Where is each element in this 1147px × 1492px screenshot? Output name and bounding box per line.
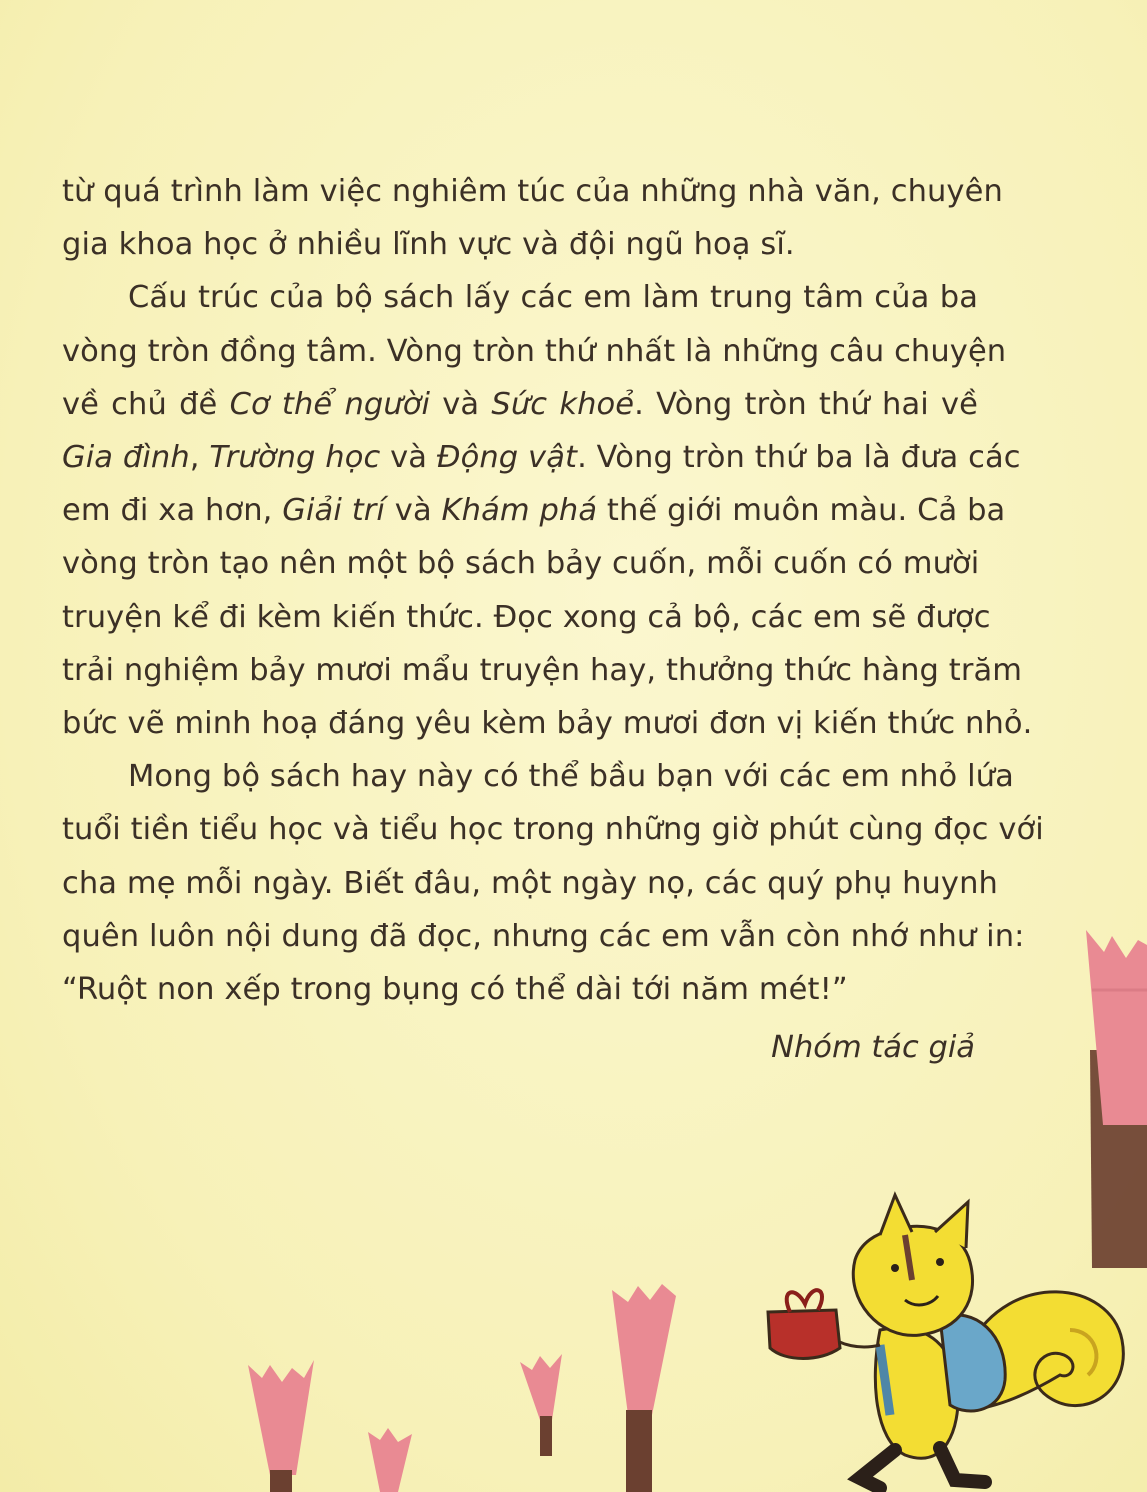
italic-term: Động vật — [436, 440, 578, 475]
cherry-blossom-tree-icon — [368, 1428, 412, 1492]
text-run: . Vòng tròn thứ ba là đưa các — [577, 440, 1021, 475]
text-line — [128, 271, 978, 324]
text-run: và — [380, 440, 437, 475]
text-run: Mong bộ sách hay này có thể bầu bạn với các em nhỏ lứa — [128, 759, 1014, 795]
text-run: tuổi tiền tiểu học và tiểu học trong những giờ phút cùng đọc với — [62, 812, 1044, 848]
text-run: gia khoa học ở nhiều lĩnh vực và đội ngũ hoạ sĩ. — [62, 227, 795, 263]
text-line — [62, 963, 978, 1016]
italic-term: Gia đình — [62, 440, 190, 475]
text-run: và — [385, 493, 442, 529]
text-line — [62, 165, 1003, 218]
text-line — [62, 591, 991, 644]
text-line — [62, 218, 978, 271]
text-run: Cấu trúc của bộ sách lấy các em làm trung tâm của ba — [128, 280, 978, 316]
text-run: trải nghiệm bảy mươi mẩu truyện hay, thưởng thức hàng trăm — [62, 652, 1023, 688]
text-run: vòng tròn đồng tâm. Vòng tròn thứ nhất là những câu chuyện — [62, 333, 1007, 369]
text-run: thế giới muôn màu. Cả ba — [597, 493, 1006, 529]
text-run: về chủ đề — [62, 386, 230, 422]
squirrel-icon — [768, 1195, 1123, 1488]
text-run: từ quá trình làm việc nghiêm túc của những nhà văn, chuyên — [62, 174, 1003, 209]
text-line — [62, 644, 1023, 697]
text-run: , — [189, 440, 210, 475]
text-run: . Vòng tròn thứ hai về — [634, 386, 979, 422]
italic-term: Giải trí — [282, 493, 385, 529]
text-run: và — [430, 386, 492, 422]
text-run: “Ruột non xếp trong bụng có thể dài tới năm mét!” — [62, 972, 848, 1007]
text-line — [62, 325, 1007, 378]
text-line — [62, 697, 1033, 750]
text-line — [62, 537, 978, 590]
text-line — [128, 750, 1014, 803]
text-run: vòng tròn tạo nên một bộ sách bảy cuốn, mỗi cuốn có mười — [62, 546, 980, 582]
text-line — [62, 910, 1025, 963]
italic-term: Khám phá — [441, 493, 598, 529]
cherry-blossom-tree-icon — [248, 1360, 314, 1492]
italic-term: Sức khoẻ — [491, 386, 635, 422]
italic-term: Cơ thể người — [229, 386, 431, 422]
cherry-blossom-tree-icon — [612, 1284, 676, 1492]
backpack-icon — [880, 1315, 1005, 1415]
cherry-blossom-tree-icon — [520, 1354, 562, 1456]
italic-term: Trường học — [209, 440, 381, 475]
text-line — [62, 484, 1006, 537]
text-run: quên luôn nội dung đã đọc, nhưng các em vẫn còn nhớ như in: — [62, 918, 1025, 954]
text-line — [62, 803, 1044, 856]
text-run: em đi xa hơn, — [62, 493, 283, 529]
signature: Nhóm tác giả — [771, 1030, 975, 1065]
cherry-blossom-tree-icon — [1086, 930, 1147, 1268]
text-run: cha mẹ mỗi ngày. Biết đâu, một ngày nọ, các quý phụ huynh — [62, 865, 998, 901]
text-run: bức vẽ minh hoạ đáng yêu kèm bảy mươi đơn vị kiến thức nhỏ. — [62, 706, 1033, 741]
text-line — [62, 431, 1021, 484]
text-run: truyện kể đi kèm kiến thức. Đọc xong cả bộ, các em sẽ được — [62, 599, 991, 635]
text-line — [62, 857, 998, 910]
gift-box-icon — [768, 1290, 840, 1358]
text-line — [62, 378, 978, 431]
